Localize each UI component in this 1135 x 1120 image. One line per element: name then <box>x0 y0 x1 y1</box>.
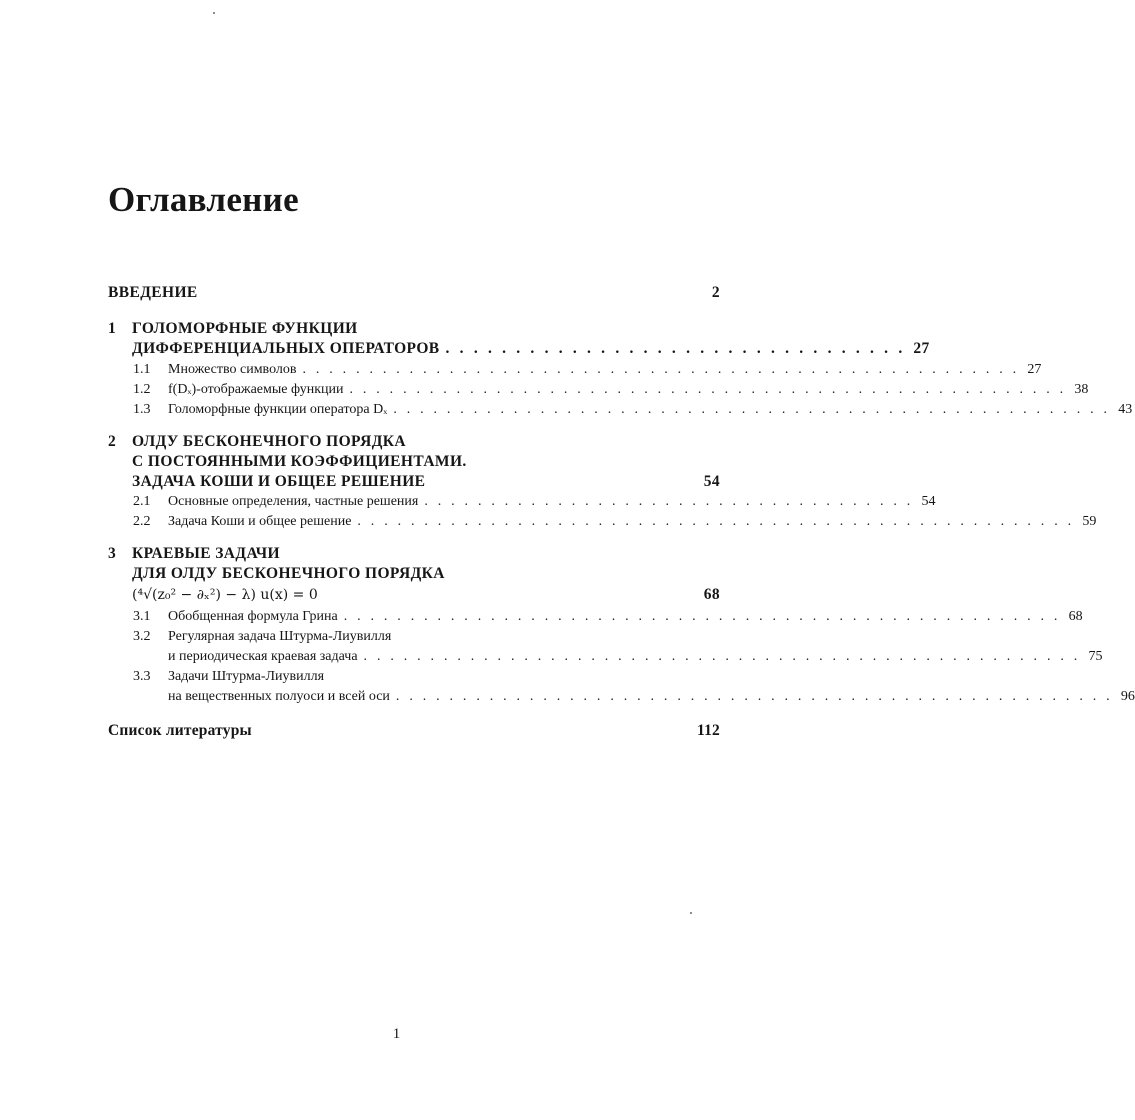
dot-leader: . . . . . . . . . . . . . . . . . . . . . . . . . . . . . . . . . . . . . . . . . . . . . . . . . . . . . . <box>343 609 1061 624</box>
section-title: на вещественных полуоси и всей оси <box>168 689 390 704</box>
section-title: Множество символов <box>168 362 297 377</box>
section-heading-line <box>108 629 720 645</box>
chapter-title-line: ОЛДУ БЕСКОНЕЧНОГО ПОРЯДКА <box>132 433 407 450</box>
toc-entry-section-1-3[interactable] <box>108 402 1133 418</box>
page-title: Оглавление <box>108 180 299 219</box>
toc-page-number: 2 <box>711 284 720 301</box>
chapter-number: 3 <box>108 545 117 562</box>
chapter-heading-line <box>108 565 720 583</box>
toc-entry-section-3-2[interactable] <box>108 649 1103 665</box>
toc-page-number: 43 <box>1118 402 1133 417</box>
dot-leader: . . . . . . . . . . . . . . . . . . . . . . . . . . . . . . . . . . . . . . . . . . . . . . . . . . . . . . <box>395 689 1113 704</box>
section-number: 1.2 <box>133 382 151 397</box>
section-title: Задача Коши и общее решение <box>168 514 352 529</box>
toc-entry-introduction[interactable] <box>108 284 720 302</box>
toc-page-number: 27 <box>913 340 930 357</box>
dot-leader: . . . . . . . . . . . . . . . . . . . . . . . . . . . . . . . . . . . . . . . . . . . . . . . . . . . . . . <box>393 402 1111 417</box>
chapter-title-line: ДЛЯ ОЛДУ БЕСКОНЕЧНОГО ПОРЯДКА <box>132 565 445 582</box>
chapter-heading-line <box>108 433 720 451</box>
section-number: 1.3 <box>133 402 151 417</box>
section-number: 3.1 <box>133 609 151 624</box>
toc-entry-chapter-1[interactable] <box>108 340 930 358</box>
section-title: Основные определения, частные решения <box>168 494 419 509</box>
section-number: 3.2 <box>133 629 151 644</box>
page-number-footer: 1 <box>392 1026 401 1042</box>
chapter-title-line: ГОЛОМОРФНЫЕ ФУНКЦИИ <box>132 320 358 337</box>
section-number: 2.1 <box>133 494 151 509</box>
toc-page-number: 68 <box>703 586 720 603</box>
toc-page-number: 54 <box>921 494 936 509</box>
toc-entry-section-3-3[interactable] <box>108 689 1135 705</box>
toc-page-number: 38 <box>1074 382 1089 397</box>
dot-leader: . . . . . . . . . . . . . . . . . . . . . . . . . . . . . . . . . . . . . . . . . . . . . . . . . . . . . . <box>363 649 1081 664</box>
section-title: f(Dₓ)-отображаемые функции <box>168 382 344 397</box>
toc-entry-chapter-2[interactable] <box>108 473 720 491</box>
chapter-title-line: ДИФФЕРЕНЦИАЛЬНЫХ ОПЕРАТОРОВ <box>132 340 440 357</box>
chapter-title-line: С ПОСТОЯННЫМИ КОЭФФИЦИЕНТАМИ. <box>132 453 467 470</box>
toc-page-number: 54 <box>703 473 720 490</box>
toc-page-number: 68 <box>1068 609 1083 624</box>
section-title: Обобщенная формула Грина <box>168 609 338 624</box>
dot-leader: . . . . . . . . . . . . . . . . . . . . . . . . . . . . . . . . . <box>445 340 906 357</box>
dot-leader: . . . . . . . . . . . . . . . . . . . . . . . . . . . . . . . . . . . . . <box>424 494 914 509</box>
chapter-heading-line <box>108 453 720 471</box>
dot-leader: . . . . . . . . . . . . . . . . . . . . . . . . . . . . . . . . . . . . . . . . . . . . . . . . . . . . . . <box>302 362 1020 377</box>
toc-page-number: 75 <box>1088 649 1103 664</box>
dot-leader: . . . . . . . . . . . . . . . . . . . . . . . . . . . . . . . . . . . . . . . . . . . . . . . . . . . . . . <box>357 514 1075 529</box>
section-title: Регулярная задача Штурма-Лиувилля <box>168 629 392 644</box>
toc-entry-chapter-3[interactable] <box>108 586 720 604</box>
chapter-formula: (⁴√(z₀² − ∂ₓ²) − λ) u(x) = 0 <box>132 587 318 603</box>
toc-entry-section-2-2[interactable] <box>108 514 1097 530</box>
section-heading-line <box>108 669 720 685</box>
toc-page-number: 27 <box>1027 362 1042 377</box>
scan-speck <box>690 912 692 914</box>
toc-entry-section-2-1[interactable] <box>108 494 936 510</box>
chapter-title-line: ЗАДАЧА КОШИ И ОБЩЕЕ РЕШЕНИЕ <box>132 473 426 490</box>
chapter-title-line: КРАЕВЫЕ ЗАДАЧИ <box>132 545 280 562</box>
toc-entry-section-3-1[interactable] <box>108 609 1083 625</box>
section-number: 1.1 <box>133 362 151 377</box>
dot-leader: . . . . . . . . . . . . . . . . . . . . . . . . . . . . . . . . . . . . . . . . . . . . . . . . . . . . . . <box>349 382 1067 397</box>
toc-entry-bibliography[interactable] <box>108 722 720 740</box>
section-title: Голоморфные функции оператора Dₓ <box>168 402 388 417</box>
toc-entry-section-1-1[interactable] <box>108 362 1042 378</box>
section-title: и периодическая краевая задача <box>168 649 358 664</box>
toc-page-number: 112 <box>697 722 720 739</box>
chapter-number: 1 <box>108 320 117 337</box>
toc-entry-title: ВВЕДЕНИЕ <box>108 284 198 301</box>
chapter-number: 2 <box>108 433 117 450</box>
toc-entry-title: Список литературы <box>108 722 252 739</box>
section-number: 3.3 <box>133 669 151 684</box>
scan-speck <box>213 12 215 14</box>
section-title: Задачи Штурма-Лиувилля <box>168 669 325 684</box>
toc-page-number: 96 <box>1120 689 1135 704</box>
section-number: 2.2 <box>133 514 151 529</box>
toc-page-number: 59 <box>1082 514 1097 529</box>
chapter-heading-line <box>108 320 720 338</box>
toc-entry-section-1-2[interactable] <box>108 382 1089 398</box>
chapter-heading-line <box>108 545 720 563</box>
